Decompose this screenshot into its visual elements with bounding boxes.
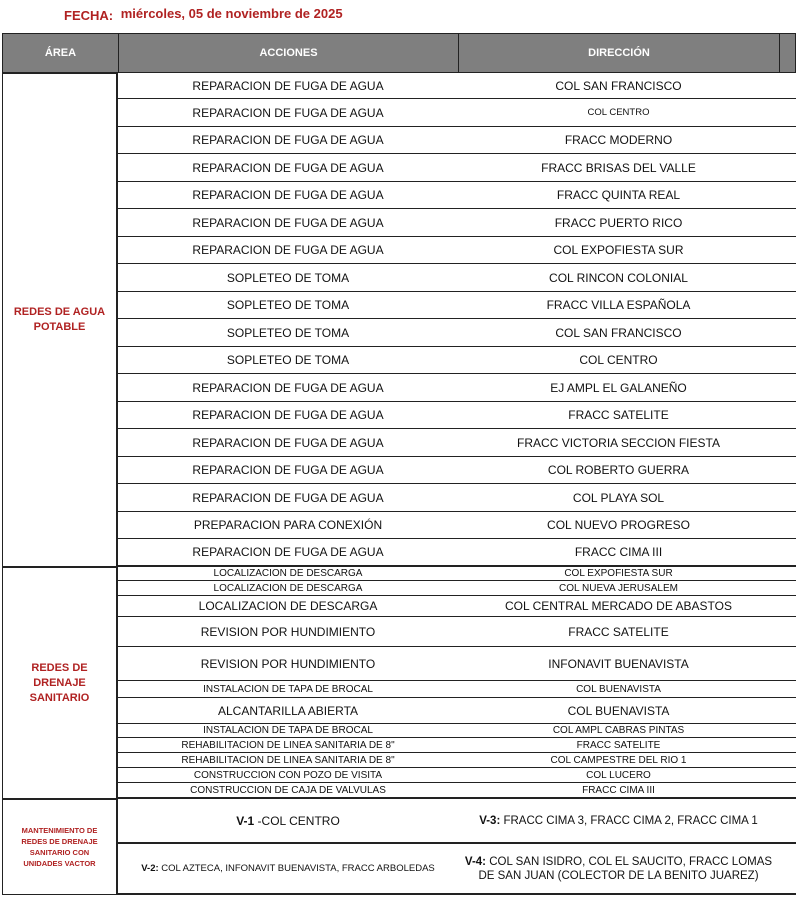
table-row-edge [779, 484, 796, 512]
fecha [64, 8, 343, 23]
vactor-code: V-4: [464, 855, 486, 868]
table-row-edge [779, 154, 796, 182]
table-row-direccion: COL RINCON COLONIAL [458, 264, 780, 292]
table-row-accion: REPARACION DE FUGA DE AGUA [118, 73, 459, 99]
table-row-direccion: COL LUCERO [458, 768, 780, 783]
table-row-edge [779, 182, 796, 209]
table-row-accion: REPARACION DE FUGA DE AGUA [118, 484, 459, 512]
table-row-accion: REPARACION DE FUGA DE AGUA [118, 209, 459, 237]
table-row-direccion: FRACC BRISAS DEL VALLE [458, 154, 780, 182]
header-area: ÁREA [2, 33, 119, 73]
table-row-direccion: COL PLAYA SOL [458, 484, 780, 512]
table-row-accion: PREPARACION PARA CONEXIÓN [118, 512, 459, 539]
table-row-accion: REPARACION DE FUGA DE AGUA [118, 127, 459, 154]
table-row-accion: REVISION POR HUNDIMIENTO [118, 647, 459, 681]
table-row-accion: REPARACION DE FUGA DE AGUA [118, 237, 459, 264]
table-row-edge [779, 768, 796, 783]
table-row-direccion: COL AMPL CABRAS PINTAS [458, 724, 780, 738]
table-row-direccion: COL EXPOFIESTA SUR [458, 237, 780, 264]
table-row-accion: LOCALIZACION DE DESCARGA [118, 567, 459, 581]
table-row-accion: REVISION POR HUNDIMIENTO [118, 617, 459, 647]
table-row-direccion: FRACC VILLA ESPAÑOLA [458, 292, 780, 319]
vactor-code: V-1 [236, 813, 255, 828]
table-row-edge [779, 738, 796, 753]
table-row-accion: REPARACION DE FUGA DE AGUA [118, 374, 459, 402]
vactor-code: V-3: [479, 814, 501, 827]
table-row-direccion: FRACC QUINTA REAL [458, 182, 780, 209]
vactor-v2 [118, 844, 459, 895]
table-row-edge [779, 99, 796, 127]
table-row-accion: REPARACION DE FUGA DE AGUA [118, 457, 459, 484]
table-row-edge [779, 319, 796, 347]
table-row-direccion: COL SAN FRANCISCO [458, 73, 780, 99]
table-row-direccion: COL CENTRAL MERCADO DE ABASTOS [458, 596, 780, 617]
table-row-edge [779, 681, 796, 698]
vactor-text: -COL CENTRO [254, 813, 340, 828]
table-row-accion: REPARACION DE FUGA DE AGUA [118, 402, 459, 429]
table-row-accion: LOCALIZACION DE DESCARGA [118, 581, 459, 596]
table-row-edge [779, 753, 796, 768]
table-row-direccion: FRACC PUERTO RICO [458, 209, 780, 237]
table-row-edge [779, 264, 796, 292]
table-row-edge [779, 73, 796, 99]
vactor-v4 [458, 844, 780, 895]
table-row-accion: REPARACION DE FUGA DE AGUA [118, 99, 459, 127]
vactor-v3 [458, 799, 780, 844]
fecha-label: FECHA: [64, 8, 114, 23]
table-row-edge [779, 567, 796, 581]
table-row-edge [779, 457, 796, 484]
vactor-text: COL AZTECA, INFONAVIT BUENAVISTA, FRACC ARBOLEDAS [158, 863, 435, 874]
table-row-accion: SOPLETEO DE TOMA [118, 292, 459, 319]
table-row-edge [779, 347, 796, 374]
table-row-direccion: FRACC MODERNO [458, 127, 780, 154]
table-row-direccion: COL ROBERTO GUERRA [458, 457, 780, 484]
table-row-accion: REHABILITACION DE LINEA SANITARIA DE 8" [118, 738, 459, 753]
area-label [2, 73, 118, 567]
vactor-code: V-2: [141, 863, 159, 874]
table-row-edge [779, 209, 796, 237]
table-row-edge [779, 581, 796, 596]
table-row-accion: INSTALACION DE TAPA DE BROCAL [118, 681, 459, 698]
table-row-direccion: FRACC SATELITE [458, 738, 780, 753]
table-row-accion: LOCALIZACION DE DESCARGA [118, 596, 459, 617]
table-row-direccion: INFONAVIT BUENAVISTA [458, 647, 780, 681]
table-row-edge [779, 374, 796, 402]
table-row-edge [779, 429, 796, 457]
table-row-direccion: COL BUENAVISTA [458, 698, 780, 724]
table-row-edge [779, 783, 796, 799]
table-row-accion: REPARACION DE FUGA DE AGUA [118, 429, 459, 457]
fecha-value: miércoles, 05 de noviembre de 2025 [120, 6, 343, 21]
table-row-direccion: COL CAMPESTRE DEL RIO 1 [458, 753, 780, 768]
table-row-edge [779, 292, 796, 319]
area-text: REDES DE AGUA POTABLE [13, 306, 106, 333]
table-row-accion: REPARACION DE FUGA DE AGUA [118, 182, 459, 209]
table-row-direccion: FRACC VICTORIA SECCION FIESTA [458, 429, 780, 457]
table-row-direccion: EJ AMPL EL GALANEÑO [458, 374, 780, 402]
table-row-edge [779, 799, 796, 844]
table-row-edge [779, 647, 796, 681]
header-acciones: ACCIONES [118, 33, 459, 73]
vactor-text: FRACC CIMA 3, FRACC CIMA 2, FRACC CIMA 1 [500, 814, 758, 827]
table-row-accion: INSTALACION DE TAPA DE BROCAL [118, 724, 459, 738]
area-text: REDES DE DRENAJE SANITARIO [29, 661, 90, 704]
table-row-edge [779, 844, 796, 895]
table-row-accion: REHABILITACION DE LINEA SANITARIA DE 8" [118, 753, 459, 768]
table-row-accion: REPARACION DE FUGA DE AGUA [118, 154, 459, 182]
table-row-direccion: FRACC CIMA III [458, 539, 780, 567]
table-row-edge [779, 724, 796, 738]
table-row-direccion: COL SAN FRANCISCO [458, 319, 780, 347]
header-direccion: DIRECCIÓN [458, 33, 780, 73]
table-row-edge [779, 512, 796, 539]
area-text: MANTENIMIENTO DE REDES DE DRENAJE SANITARIO CON UNIDADES VACTOR [21, 826, 98, 868]
table-row-direccion: COL NUEVO PROGRESO [458, 512, 780, 539]
header-extra [779, 33, 796, 73]
table-row-edge [779, 698, 796, 724]
vactor-text: COL SAN ISIDRO, COL EL SAUCITO, FRACC LOMAS DE SAN JUAN (COLECTOR DE LA BENITO JUAREZ) [478, 855, 773, 882]
vactor-v1 [118, 799, 459, 844]
table-row-direccion: COL EXPOFIESTA SUR [458, 567, 780, 581]
table-row-accion: CONSTRUCCION DE CAJA DE VALVULAS [118, 783, 459, 799]
table-row-direccion: FRACC CIMA III [458, 783, 780, 799]
table-row-edge [779, 539, 796, 567]
table-row-edge [779, 617, 796, 647]
area-label-vactor [2, 799, 118, 895]
table-row-accion: SOPLETEO DE TOMA [118, 347, 459, 374]
table-row-accion: SOPLETEO DE TOMA [118, 264, 459, 292]
table-row-direccion: COL BUENAVISTA [458, 681, 780, 698]
table-row-direccion: COL CENTRO [458, 347, 780, 374]
table-row-direccion: COL CENTRO [458, 99, 780, 127]
table-row-accion: ALCANTARILLA ABIERTA [118, 698, 459, 724]
table-row-edge [779, 596, 796, 617]
table-row-direccion: COL NUEVA JERUSALEM [458, 581, 780, 596]
table-row-edge [779, 402, 796, 429]
table-row-accion: SOPLETEO DE TOMA [118, 319, 459, 347]
table-row-accion: REPARACION DE FUGA DE AGUA [118, 539, 459, 567]
table-row-edge [779, 237, 796, 264]
table-row-edge [779, 127, 796, 154]
area-label [2, 567, 118, 799]
table-row-direccion: FRACC SATELITE [458, 402, 780, 429]
table-row-accion: CONSTRUCCION CON POZO DE VISITA [118, 768, 459, 783]
table-row-direccion: FRACC SATELITE [458, 617, 780, 647]
